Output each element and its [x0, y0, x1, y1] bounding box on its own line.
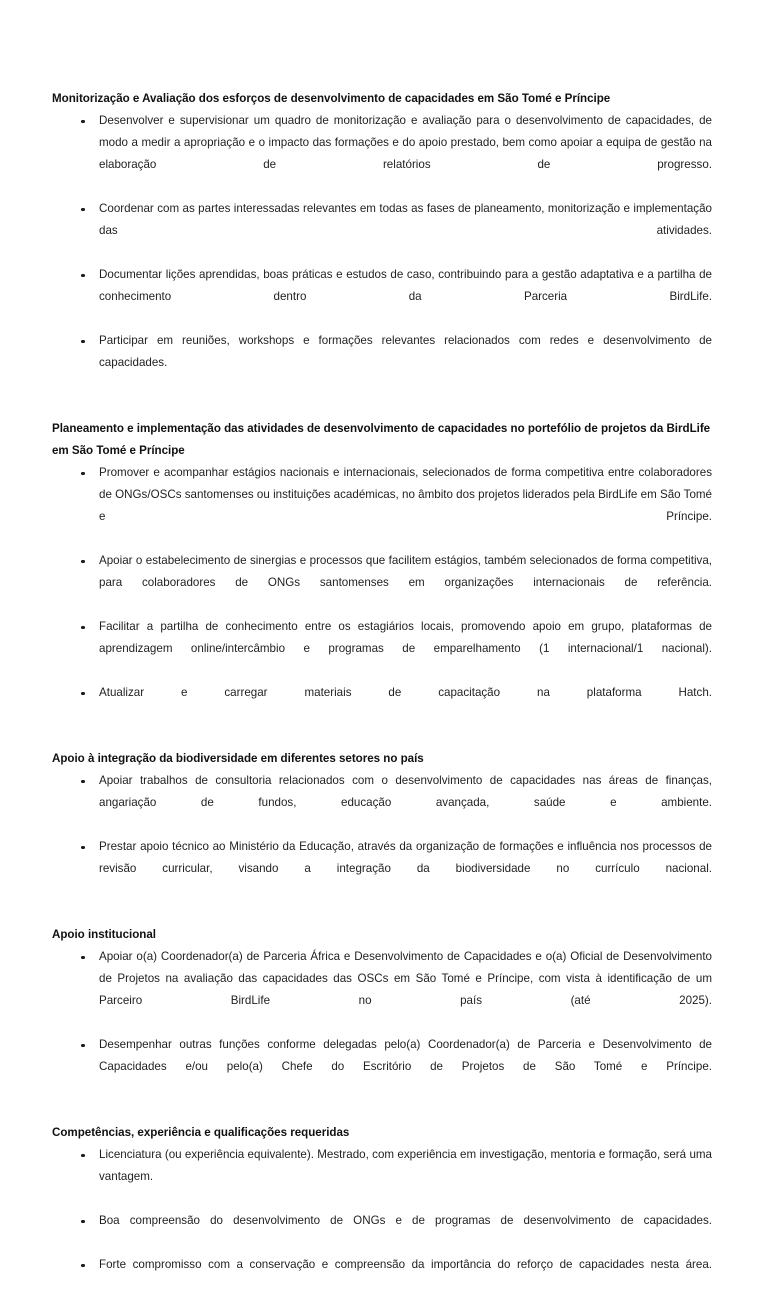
bullet-item [52, 836, 712, 902]
bullet-item [52, 1144, 712, 1210]
bullet-text: Facilitar a partilha de conhecimento entre os estagiários locais, promovendo apoio em grupo, plataformas de aprendizagem online/intercâmbio e programas de emparelhamento (1 internacional/1 nacional). [99, 620, 712, 655]
document-section [52, 924, 712, 1100]
bullet-item [52, 462, 712, 550]
bullet-list [52, 462, 712, 726]
section-heading: Apoio à integração da biodiversidade em diferentes setores no país [52, 752, 424, 765]
bullet-list [52, 1144, 712, 1298]
section-heading: Monitorização e Avaliação dos esforços de desenvolvimento de capacidades em São Tomé e Príncipe [52, 92, 611, 105]
bullet-text: Licenciatura (ou experiência equivalente). Mestrado, com experiência em investigação, mentoria e formação, será uma vantagem. [99, 1148, 712, 1183]
bullet-text: Apoiar o estabelecimento de sinergias e processos que facilitem estágios, também selecionados de forma competitiva, para colaboradores de ONGs santomenses em organizações internacionais de referência. [99, 554, 712, 589]
bullet-item [52, 616, 712, 682]
bullet-text: Apoiar o(a) Coordenador(a) de Parceria África e Desenvolvimento de Capacidades e o(a) Oficial de Desenvolvimento de Projetos na avaliação das capacidades das OSCs em São Tomé e Príncipe, com vista à identificação de um Parceiro BirdLife no país (até 2025). [99, 950, 712, 1007]
bullet-item [52, 770, 712, 836]
bullet-text: Participar em reuniões, workshops e formações relevantes relacionados com redes e desenvolvimento de capacidades. [99, 334, 712, 369]
document-body [52, 88, 712, 1298]
bullet-text: Promover e acompanhar estágios nacionais e internacionais, selecionados de forma competitiva entre colaboradores de ONGs/OSCs santomenses ou instituições académicas, no âmbito dos projetos liderados pela BirdLife em São Tomé e Príncipe. [99, 466, 712, 523]
bullet-text: Atualizar e carregar materiais de capacitação na plataforma Hatch. [99, 686, 712, 699]
bullet-item [52, 946, 712, 1034]
bullet-item [52, 682, 712, 726]
section-heading: Competências, experiência e qualificações requeridas [52, 1126, 350, 1139]
document-section [52, 418, 712, 726]
bullet-text: Desenvolver e supervisionar um quadro de monitorização e avaliação para o desenvolvimento de capacidades, de modo a medir a apropriação e o impacto das formações e do apoio prestado, bem como apoiar a equipa de gestão na elaboração de relatórios de progresso. [99, 114, 712, 171]
bullet-list [52, 770, 712, 902]
bullet-text: Boa compreensão do desenvolvimento de ONGs e de programas de desenvolvimento de capacidades. [99, 1214, 712, 1227]
document-section [52, 88, 712, 396]
bullet-item [52, 330, 712, 396]
bullet-item [52, 550, 712, 616]
bullet-text: Coordenar com as partes interessadas relevantes em todas as fases de planeamento, monitorização e implementação das atividades. [99, 202, 712, 237]
bullet-item [52, 264, 712, 330]
bullet-item [52, 110, 712, 198]
bullet-text: Forte compromisso com a conservação e compreensão da importância do reforço de capacidades nesta área. [99, 1258, 712, 1271]
section-heading: Apoio institucional [52, 928, 156, 941]
bullet-text: Documentar lições aprendidas, boas práticas e estudos de caso, contribuindo para a gestão adaptativa e a partilha de conhecimento dentro da Parceria BirdLife. [99, 268, 712, 303]
section-heading: Planeamento e implementação das atividades de desenvolvimento de capacidades no portefólio de projetos da BirdLife em São Tomé e Príncipe [52, 422, 711, 457]
document-section [52, 748, 712, 902]
bullet-text: Desempenhar outras funções conforme delegadas pelo(a) Coordenador(a) de Parceria e Desenvolvimento de Capacidades e/ou pelo(a) Chefe do Escritório de Projetos de São Tomé e Príncipe. [99, 1038, 712, 1073]
bullet-text: Apoiar trabalhos de consultoria relacionados com o desenvolvimento de capacidades nas áreas de finanças, angariação de fundos, educação avançada, saúde e ambiente. [99, 774, 712, 809]
bullet-list [52, 946, 712, 1100]
bullet-text: Prestar apoio técnico ao Ministério da Educação, através da organização de formações e influência nos processos de revisão curricular, visando a integração da biodiversidade no currículo nacional. [99, 840, 712, 875]
bullet-item [52, 198, 712, 264]
bullet-item [52, 1034, 712, 1100]
bullet-list [52, 110, 712, 396]
document-section [52, 1122, 712, 1298]
bullet-item [52, 1254, 712, 1298]
bullet-item [52, 1210, 712, 1254]
